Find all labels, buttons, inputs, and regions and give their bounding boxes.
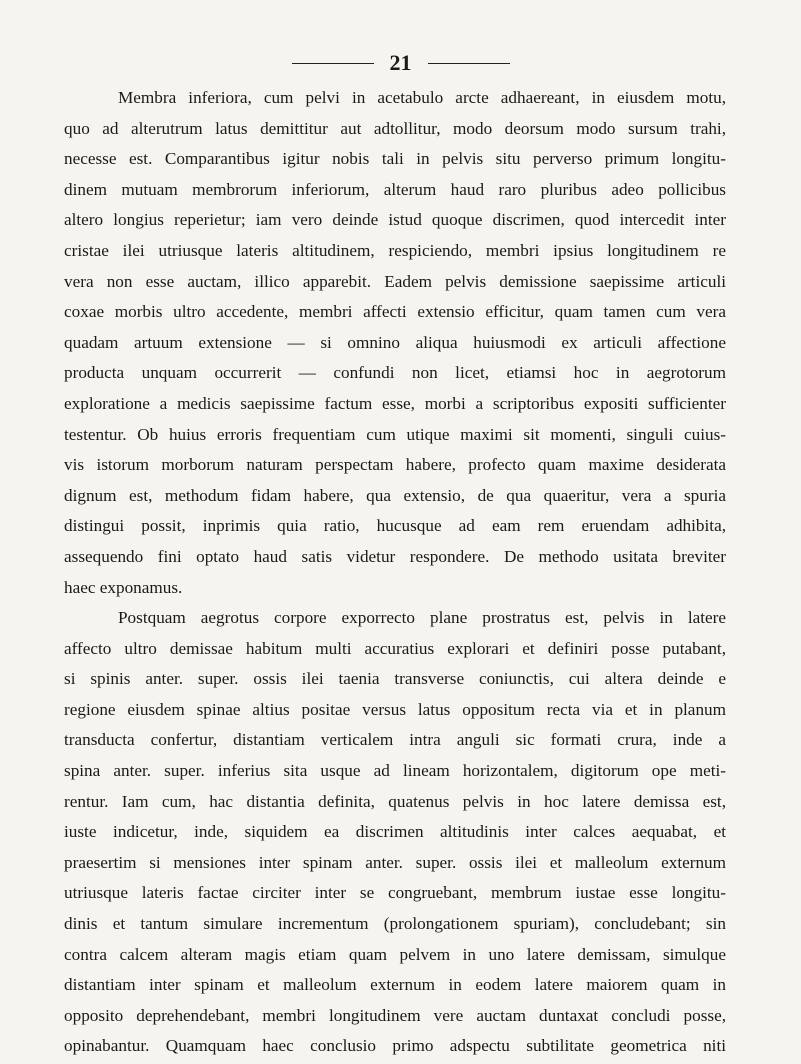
text-line: altero longius reperietur; iam vero deinde istud quoque discrimen, quod intercedit inter (64, 210, 726, 230)
text-line: praesertim si mensiones inter spinam anter. super. ossis ilei et malleolum externum (64, 852, 726, 872)
text-line: exploratione a medicis saepissime factum esse, morbi a scriptoribus expositi sufficienter (64, 393, 726, 413)
text-line: quadam artuum extensione — si omnino aliqua huiusmodi ex articuli affectione (64, 332, 726, 352)
text-line: vis istorum morborum naturam perspectam habere, profecto quam maxime desiderata (64, 455, 726, 475)
text-line: cristae ilei utriusque lateris altitudinem, respiciendo, membri ipsius longitudinem re (64, 240, 726, 260)
text-line: opinabantur. Quamquam haec conclusio primo adspectu subtilitate geometrica niti (64, 1036, 726, 1056)
page-number: 21 (389, 50, 412, 75)
running-header (0, 52, 801, 74)
text-line: Membra inferiora, cum pelvi in acetabulo arcte adhaereant, in eiusdem motu, (118, 88, 726, 107)
text-line: distantiam inter spinam et malleolum externum in eodem latere maiorem quam in (64, 975, 726, 995)
text-line: distingui possit, inprimis quia ratio, hucusque ad eam rem eruendam adhibita, (64, 516, 726, 536)
text-line: assequendo fini optato haud satis videtur respondere. De methodo usitata breviter (64, 546, 726, 566)
text-line: spina anter. super. inferius sita usque ad lineam horizontalem, digitorum ope meti- (64, 761, 726, 781)
text-line: producta unquam occurrerit — confundi non licet, etiamsi hoc in aegrotorum (64, 363, 726, 383)
paragraph-1 (64, 83, 726, 603)
text-line: dignum est, methodum fidam habere, qua extensio, de qua quaeritur, vera a spuria (64, 485, 726, 505)
text-line: haec exponamus. (64, 577, 183, 597)
text-line: dinis et tantum simulare incrementum (prolongationem spuriam), concludebant; sin (64, 914, 726, 934)
text-line: vera non esse auctam, illico apparebit. Eadem pelvis demissione saepissime articuli (64, 271, 726, 291)
body-text (64, 83, 726, 1062)
text-line: iuste indicetur, inde, siquidem ea discrimen altitudinis inter calces aequabat, et (64, 822, 726, 842)
text-line: si spinis anter. super. ossis ilei taenia transverse coniunctis, cui altera deinde e (64, 669, 726, 689)
text-line: opposito deprehendebant, membri longitudinem vere auctam duntaxat concludi posse, (64, 1005, 726, 1025)
header-rule-left (292, 63, 374, 64)
text-line: transducta confertur, distantiam verticalem intra anguli sic formati crura, inde a (64, 730, 726, 750)
text-line: testentur. Ob huius erroris frequentiam cum utique maximi sit momenti, singuli cuius- (64, 424, 726, 444)
paragraph-2 (64, 603, 726, 1062)
text-line: coxae morbis ultro accedente, membri affecti extensio efficitur, quam tamen cum vera (64, 302, 726, 322)
header-rule-right (428, 63, 510, 64)
text-line: dinem mutuam membrorum inferiorum, alterum haud raro pluribus adeo pollicibus (64, 179, 726, 199)
text-line: regione eiusdem spinae altius positae versus latus oppositum recta via et in planum (64, 699, 726, 719)
text-line: rentur. Iam cum, hac distantia definita, quatenus pelvis in hoc latere demissa est, (64, 791, 726, 811)
text-line: Postquam aegrotus corpore exporrecto plane prostratus est, pelvis in latere (118, 608, 726, 628)
text-line: affecto ultro demissae habitum multi accuratius explorari et definiri posse putabant, (64, 638, 726, 658)
text-line: contra calcem alteram magis etiam quam pelvem in uno latere demissam, simulque (64, 944, 726, 964)
text-line: necesse est. Comparantibus igitur nobis tali in pelvis situ perverso primum longitu- (64, 149, 726, 169)
text-line: utriusque lateris factae circiter inter se congruebant, membrum iustae esse longitu- (64, 883, 726, 903)
text-line: quo ad alterutrum latus demittitur aut adtollitur, modo deorsum modo sursum trahi, (64, 118, 726, 138)
